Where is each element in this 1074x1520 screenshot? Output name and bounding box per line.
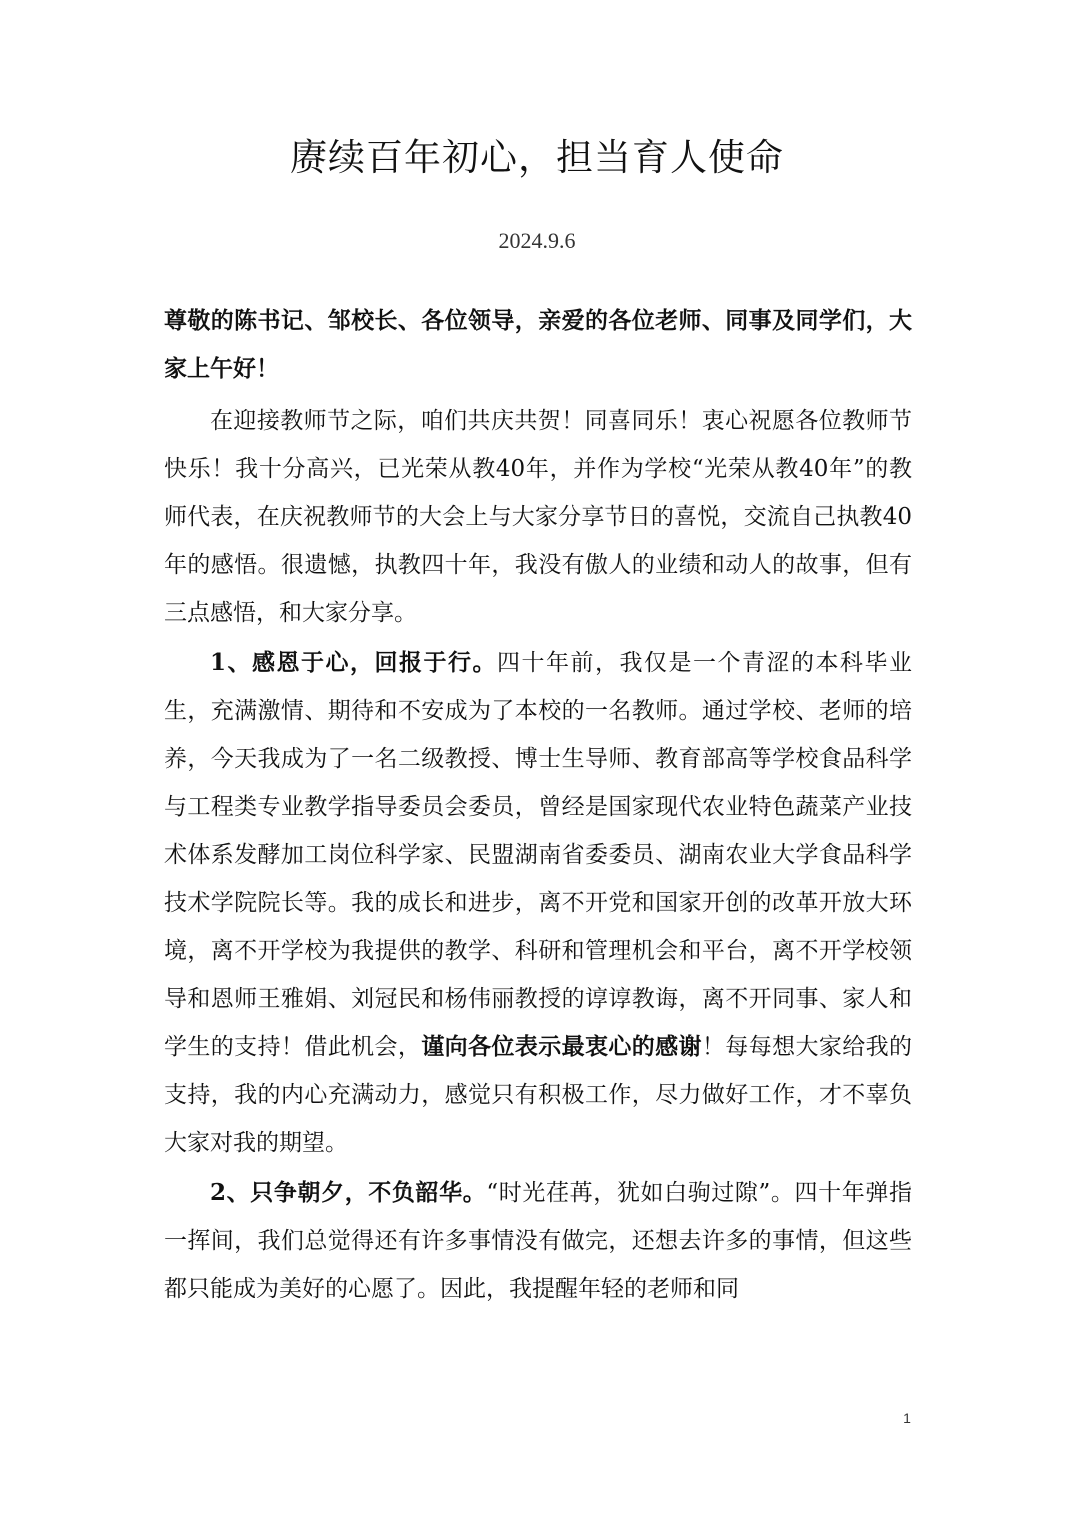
- section-heading-gratitude: 1、感恩于心，回报于行。: [210, 649, 497, 676]
- gratitude-emphasis: 谨向各位表示最衷心的感谢: [421, 1033, 702, 1060]
- page-number: 1: [903, 1410, 911, 1426]
- salutation: 尊敬的陈书记、邹校长、各位领导，亲爱的各位老师、同事及同学们，大家上午好！: [164, 307, 912, 382]
- paragraph-intro: 在迎接教师节之际，咱们共庆共贺！同喜同乐！衷心祝愿各位教师节快乐！我十分高兴，已光荣从教40年，并作为学校“光荣从教40年”的教师代表，在庆祝教师节的大会上与大家分享节日的喜悦，交流自己执教40年的感悟。很遗憾，执教四十年，我没有傲人的业绩和动人的故事，但有三点感悟，和大家分享。: [164, 408, 912, 626]
- paragraph-time-text: “时光荏苒，犹如白驹过隙”。四十年弹指一挥间，我们总觉得还有许多事情没有做完，还想去许多的事情，但这些都只能成为美好的心愿了。因此，我提醒年轻的老师和同: [164, 1180, 912, 1302]
- paragraph-gratitude: [164, 639, 912, 1167]
- paragraph-time: [164, 1169, 912, 1313]
- document-date: 2024.9.6: [498, 228, 576, 253]
- paragraph-gratitude-text-b: ！每每想大家给我的支持，我的内心充满动力，感觉只有积极工作，尽力做好工作，才不辜负大家对我的期望。: [164, 1034, 913, 1156]
- section-heading-time: 2、只争朝夕，不负韶华。: [210, 1179, 487, 1206]
- paragraph-gratitude-text-a: 四十年前，我仅是一个青涩的本科毕业生，充满激情、期待和不安成为了本校的一名教师。通过学校、老师的培养，今天我成为了一名二级教授、博士生导师、教育部高等学校食品科学与工程类专业教学指导委员会委员，曾经是国家现代农业特色蔬菜产业技术体系发酵加工岗位科学家、民盟湖南省委委员、湖南农业大学食品科学技术学院院长等。我的成长和进步，离不开党和国家开创的改革开放大环境，离不开学校为我提供的教学、科研和管理机会和平台，离不开学校领导和恩师王雅娟、刘冠民和杨伟丽教授的谆谆教诲，离不开同事、家人和学生的支持！借此机会，: [164, 650, 912, 1060]
- document-title: 赓续百年初心，担当育人使命: [290, 136, 784, 179]
- document-body: [164, 297, 912, 1315]
